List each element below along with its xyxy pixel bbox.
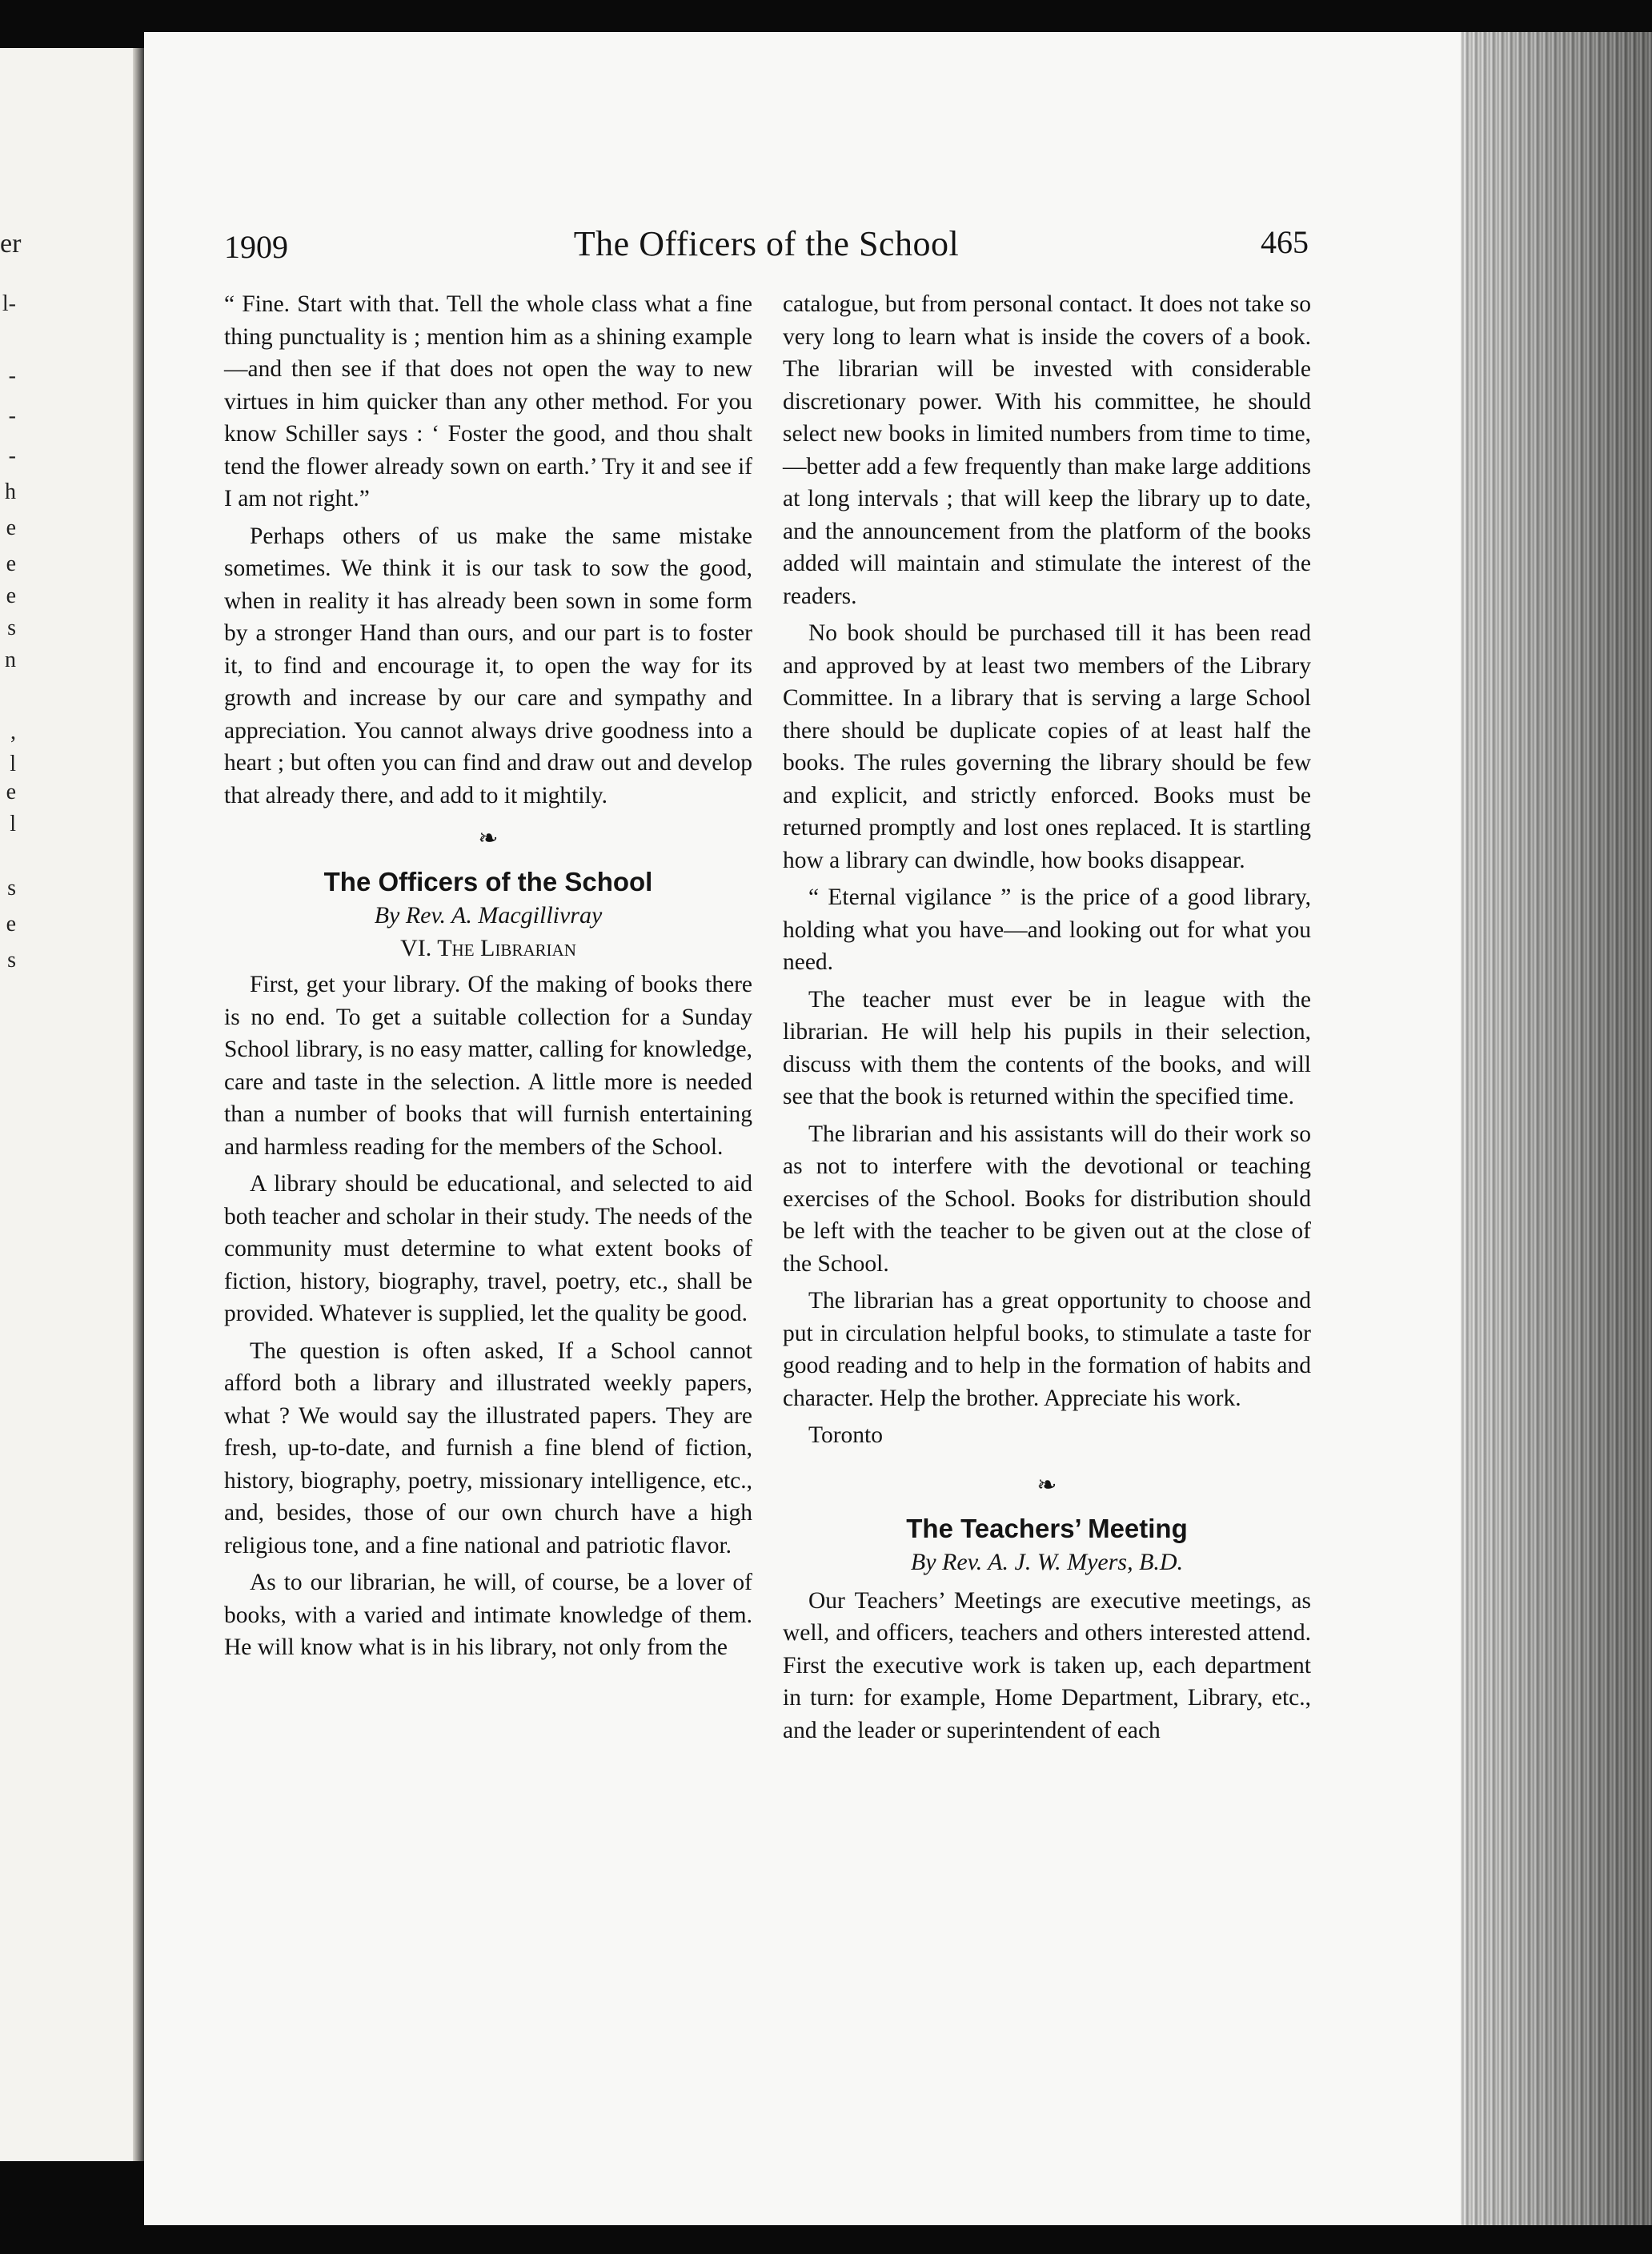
page-edge-stack bbox=[1461, 32, 1652, 2225]
facing-page-margin-char: e bbox=[6, 515, 16, 540]
article-title: The Teachers’ Meeting bbox=[906, 1513, 1188, 1543]
paragraph: The librarian has a great opportunity to choose and put in circulation helpful books, to stimulate a taste for good reading and to help in the formation of habits and character. Help the brother. Appreciate his work. bbox=[783, 1288, 1311, 1411]
facing-page-margin-char: h bbox=[5, 479, 16, 504]
paragraph: As to our librarian, he will, of course, be a lover of books, with a varied and intimate knowledge of them. He will know what is in his library, not only from the bbox=[224, 1570, 752, 1660]
facing-page-margin-char: - bbox=[8, 443, 16, 468]
facing-page-margin-char: e bbox=[6, 780, 16, 804]
facing-page-margin-char: - bbox=[8, 363, 16, 388]
facing-page-margin-char: s bbox=[7, 948, 16, 973]
paragraph: “ Eternal vigilance ” is the price of a good library, holding what you have—and looking out for what you need. bbox=[783, 884, 1311, 975]
article-byline: By Rev. A. Macgillivray bbox=[374, 902, 603, 928]
facing-page-margin-char: l- bbox=[2, 291, 16, 316]
facing-page-margin-char: l bbox=[10, 752, 16, 776]
facing-page-margin-char: s bbox=[7, 616, 16, 640]
paragraph: The teacher must ever be in league with the librarian. He will help his pupils in their selection, discuss with them the contents of the books, and will see that the book is returned within the specified time. bbox=[783, 986, 1311, 1109]
place-signoff: Toronto bbox=[808, 1422, 883, 1448]
facing-page-margin-char: s bbox=[7, 876, 16, 900]
article-byline: By Rev. A. J. W. Myers, B.D. bbox=[910, 1548, 1184, 1575]
fleuron-ornament: ❧ bbox=[478, 825, 499, 852]
facing-page-margin-char: , bbox=[10, 720, 16, 744]
paragraph: A library should be educational, and selected to aid both teacher and scholar in their study. The needs of the community must determine to what extent books of fiction, history, biography, travel, poetry, etc., shall be provided. Whatever is supplied, let the quality be good. bbox=[224, 1171, 752, 1326]
paragraph: catalogue, but from personal contact. It does not take so very long to learn what is inside the covers of a book. The librarian will be invested with considerable discretionary power. With his committee, he should select new books in limited numbers from time to time,—better add a few frequently than make large additions at long intervals ; that will keep the library up to date, and the announcement from the platform of the books added will maintain and stimulate the interest of the readers. bbox=[783, 291, 1311, 609]
page-year: 1909 bbox=[224, 229, 288, 265]
running-title: The Officers of the School bbox=[573, 224, 960, 263]
page-number: 465 bbox=[1261, 224, 1309, 260]
facing-page-margin-char: l bbox=[10, 812, 16, 836]
paragraph: The question is often asked, If a School cannot afford both a library and illustrated weekly papers, what ? We would say the illustrated papers. They are fresh, up-to-date, and furnish a fine blend of fiction, history, biography, poetry, missionary intelligence, etc., and, besides, those of our own church have a high religious tone, and a fine national and patriotic flavor. bbox=[224, 1338, 752, 1558]
facing-page-margin-char: er bbox=[0, 229, 22, 259]
paragraph: Our Teachers’ Meetings are executive meetings, as well, and officers, teachers and others interested attend. First the executive work is taken up, each department in turn: for example, Home Department, Library, etc., and the leader or superintendent of each bbox=[783, 1587, 1311, 1743]
facing-page-margin-char: e bbox=[6, 584, 16, 608]
article-subtitle: VI. The Librarian bbox=[400, 935, 576, 961]
facing-page-margin-char: n bbox=[5, 648, 16, 672]
paragraph: Perhaps others of us make the same mistake sometimes. We think it is our task to sow the good, when in reality it has already been sown in some form by a stronger Hand than ours, and our part is to foster it, to find and encourage it, to open the way for its growth and increase by our care and sympathy and appreciation. You cannot always drive goodness into a heart ; but often you can find and draw out and develop that already there, and add to it mightily. bbox=[224, 523, 752, 808]
paragraph: “ Fine. Start with that. Tell the whole class what a fine thing punctuality is ; mention him as a shining example—and then see if that does not open the way to new virtues in him quicker than any other method. For you know Schiller says : ‘ Foster the good, and thou shalt tend the flower already sown on earth.’ Try it and see if I am not right.” bbox=[224, 291, 752, 511]
facing-page-margin-char: e bbox=[6, 551, 16, 576]
paragraph: First, get your library. Of the making of books there is no end. To get a suitable collection for a Sunday School library, is no easy matter, calling for knowledge, care and taste in the selection. A little more is needed than a number of books that will furnish entertaining and harmless reading for the members of the School. bbox=[224, 972, 752, 1160]
facing-page bbox=[0, 48, 144, 2161]
fleuron-ornament: ❧ bbox=[1037, 1471, 1057, 1498]
facing-page-margin-char: e bbox=[6, 912, 16, 936]
right-column bbox=[783, 288, 1311, 1747]
book-spine bbox=[133, 48, 144, 2161]
paragraph: No book should be purchased till it has been read and approved by at least two members of the Library Committee. In a library that is serving a large School there should be duplicate copies of at least half the books. The rules governing the library should be few and explicit, and strictly enforced. Books must be returned promptly and lost ones replaced. It is startling how a library can dwindle, how books disappear. bbox=[783, 620, 1311, 873]
article-title: The Officers of the School bbox=[323, 867, 653, 896]
page-header bbox=[224, 220, 1309, 268]
left-column bbox=[224, 288, 752, 1664]
facing-page-margin-char: - bbox=[8, 403, 16, 428]
paragraph: The librarian and his assistants will do their work so as not to interfere with the devotional or teaching exercises of the School. Books for distribution should be left with the teacher to be given out at the close of the School. bbox=[783, 1121, 1311, 1277]
